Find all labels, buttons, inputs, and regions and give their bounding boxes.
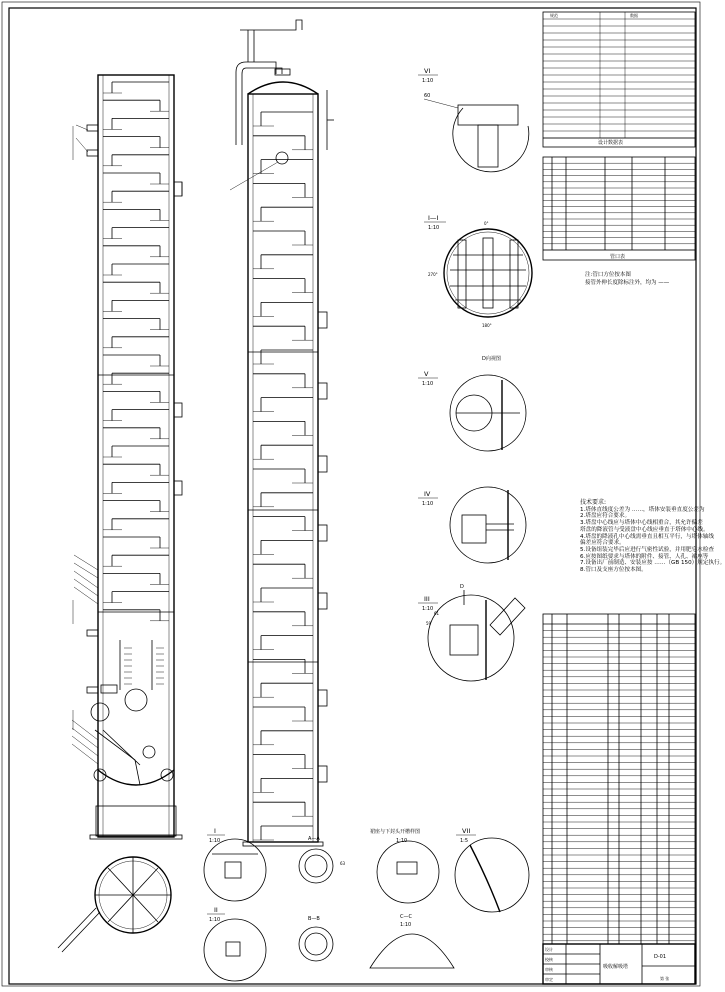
right-tower-top-head (248, 82, 318, 94)
tech-req-line: 偏差应符合要求。 (580, 540, 625, 547)
left-tower-nozzles (87, 125, 182, 693)
view-A-label: A—A (308, 836, 320, 842)
view-D-label: D向视图 (482, 356, 501, 362)
headseal-scale: 1:10 (396, 838, 408, 844)
tech-req-title: 技术要求: (580, 499, 607, 506)
view-C-label: C—C (400, 914, 412, 920)
view-IV-label: IV (424, 490, 431, 498)
generated-drawing-content (103, 12, 695, 941)
view-V-label: V (424, 370, 429, 378)
section-view-A-A (299, 836, 346, 883)
left-tower-elevation (72, 75, 182, 839)
view-II-label: II (214, 906, 218, 914)
view-III-dim2: 59 (426, 621, 432, 626)
view-V-scale: 1:10 (422, 381, 434, 387)
section-view-C-C (370, 914, 454, 968)
right-tower-elevation (230, 20, 334, 846)
view-VI-scale: 1:10 (422, 78, 434, 84)
tech-req-line: 5.设备组装完毕后应进行气密性试验，并用肥皂水检查 (580, 546, 714, 553)
detail-view-VII (455, 827, 529, 912)
view-III-scale: 1:10 (422, 606, 434, 612)
tech-req-line: 8.管口及支座方位按本图。 (580, 567, 647, 574)
outer-border (2, 2, 725, 986)
section-angle-0: 0° (484, 221, 489, 226)
detail-view-III (418, 584, 525, 681)
view-III-label: III (424, 595, 430, 603)
nozzle-note-line-2: 接管外伸长度除标注外，均为 —— (585, 280, 670, 286)
section-angle-180: 180° (482, 323, 492, 328)
view-I-label: I (214, 827, 216, 835)
right-tower-shell (248, 94, 318, 842)
view-A-dim: 63 (340, 861, 346, 866)
title-block-drawing-no: D-01 (654, 954, 667, 960)
view-III-arrow-D: D (460, 584, 464, 590)
nozzle-note-line-1: 注:管口方位按本图 (585, 272, 631, 278)
left-tower-shell (98, 75, 174, 837)
title-label-1: 校核 (545, 957, 553, 962)
tech-req-line: 6.应按图纸要求与塔体的附件、接管、人孔、裙座等 (580, 553, 709, 560)
section-I-I-scale: 1:10 (428, 225, 440, 231)
title-label-3: 审定 (545, 977, 553, 982)
nozzle-table-title: 管口表 (610, 254, 626, 260)
tech-req-line: 塔盘的降液管与受液盘中心线应垂直于塔体中心线。 (580, 526, 709, 533)
section-view-I-I (424, 214, 532, 328)
tech-req-line: 7.设备出厂前制造、安装应按 ……（GB 150）规定执行。 (580, 560, 725, 567)
section-view-B-B (299, 916, 333, 961)
detail-view-I (204, 827, 266, 901)
view-VII-label: VII (462, 827, 471, 835)
view-C-scale: 1:10 (400, 922, 412, 928)
detail-view-VI (418, 67, 529, 172)
view-II-scale: 1:10 (209, 917, 221, 923)
view-I-scale: 1:10 (209, 838, 221, 844)
detail-view-V (418, 370, 526, 451)
headseal-label: 裙座与下封头开槽样图 (370, 829, 421, 835)
head-seal-detail (370, 828, 439, 903)
view-B-label: B—B (308, 916, 320, 922)
title-label-2: 审核 (545, 967, 553, 972)
view-VII-scale: 1:5 (460, 838, 469, 844)
nozzle-table (543, 157, 695, 260)
detail-view-IV (418, 487, 526, 563)
bottom-plan-view (58, 857, 171, 952)
view-III-dim1: 61 (434, 611, 440, 616)
tech-req-line: 4.塔盘的降液孔中心线需垂直且相互平行，与塔体轴线 (580, 533, 714, 540)
design-table-title: 设计数据表 (598, 140, 624, 146)
design-data-table (543, 12, 695, 147)
view-IV-scale: 1:10 (422, 501, 434, 507)
section-angle-270: 270° (428, 272, 438, 277)
title-block-sheet: 第 张 (660, 976, 670, 981)
section-I-I-label: I—I (428, 214, 439, 222)
tech-req-line: 1.塔体直线度公差为 ……，塔体安装垂直度公差为 (580, 506, 705, 513)
tech-req-line: 3.塔盘中心线应与塔体中心线相重合，其允许偏差 (580, 520, 703, 527)
tech-req-line: 2.塔盘应符合要求。 (580, 513, 631, 520)
detail-view-II (204, 906, 266, 981)
right-tower-nozzles (318, 90, 334, 782)
title-label-0: 设计 (545, 947, 553, 952)
design-table-header-right: 数据 (630, 13, 638, 18)
view-VI-dim: 60 (424, 93, 431, 99)
design-table-header-left: 规范 (550, 13, 558, 18)
title-block (543, 944, 695, 984)
technical-requirements (580, 499, 725, 574)
nozzle-note (585, 271, 669, 287)
view-VI-label: VI (424, 67, 431, 75)
title-block-name: 吸收解吸塔 (603, 964, 629, 970)
